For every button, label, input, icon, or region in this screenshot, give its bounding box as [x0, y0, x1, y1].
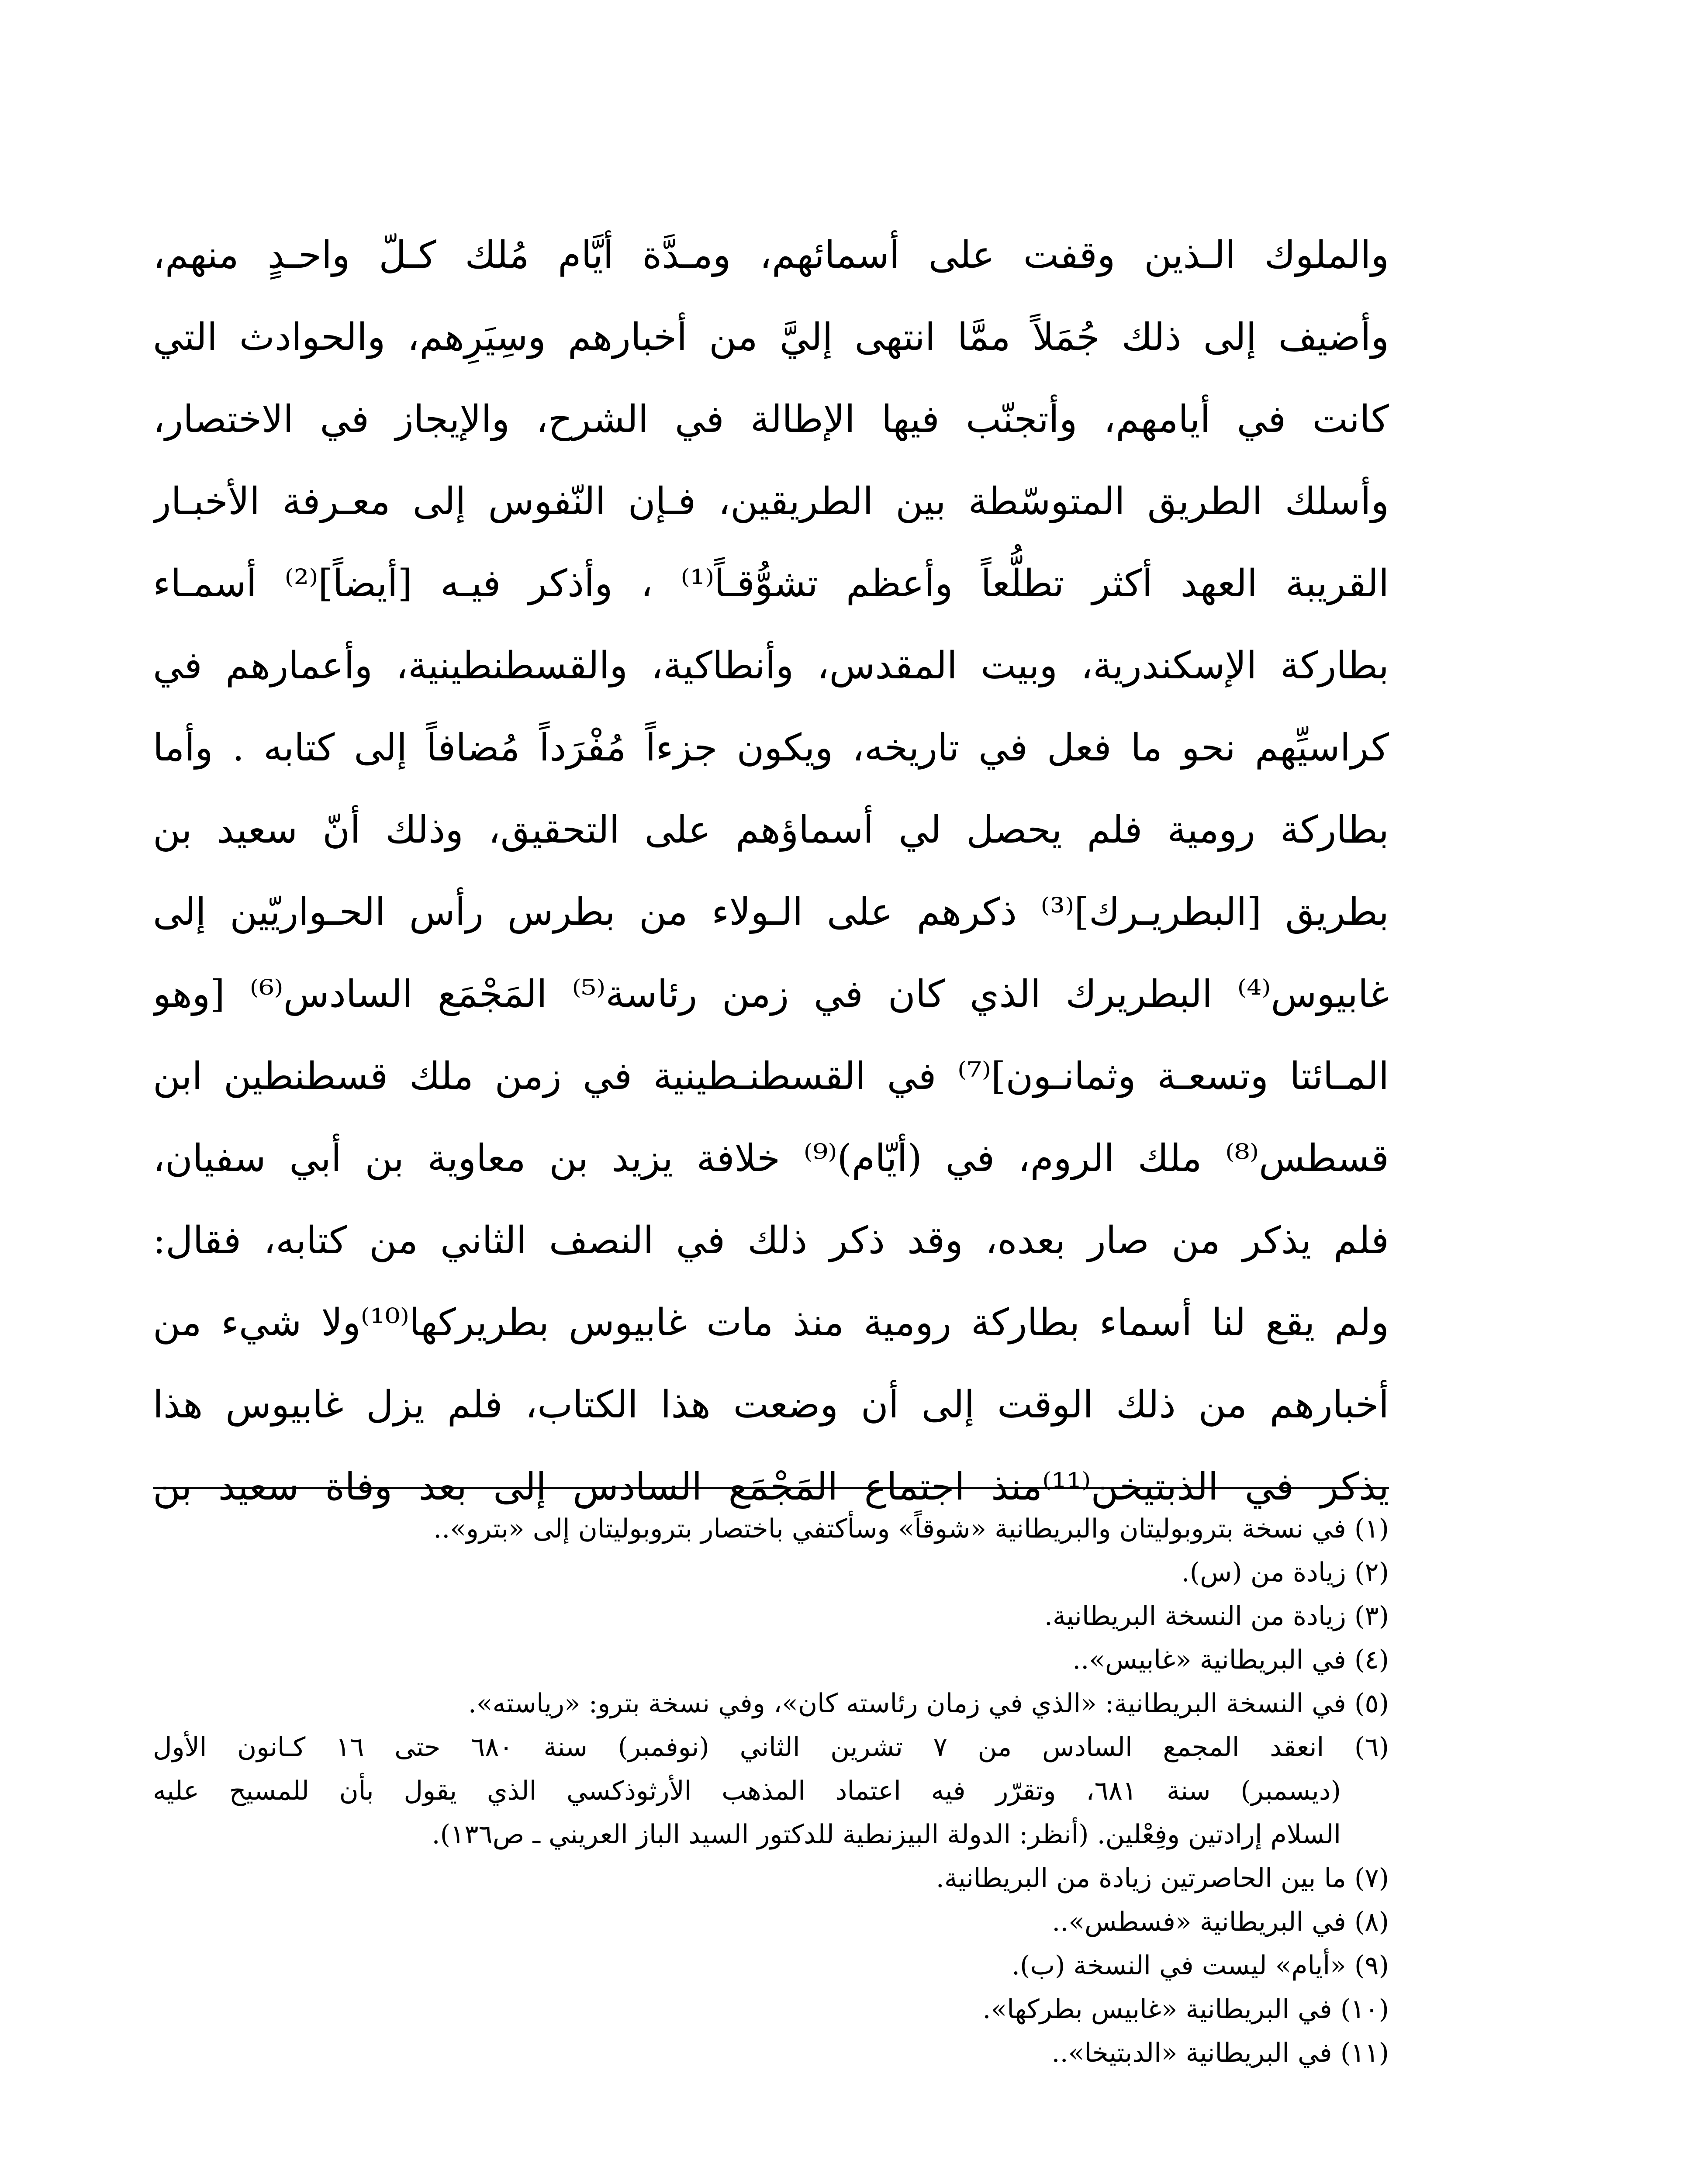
- body-line: كراسيِّهم نحو ما فعل في تاريخه، ويكون جزءاً مُفْرَداً مُضافاً إلى كتابه . وأما: [153, 726, 1389, 770]
- body-line: فلم يذكر من صار بعده، وقد ذكر ذلك في النصف الثاني من كتابه، فقال:: [153, 1219, 1389, 1262]
- body-line: يذكر في الذبتيخن⁽¹¹⁾منذ اجتماع المَجْمَع السادس إلى بعد وفاة سعيد بن: [153, 1465, 1389, 1509]
- footnote-11: (١١) في البريطانية «الدبتيخا»..: [1051, 2038, 1389, 2068]
- body-line: ولم يقع لنا أسماء بطاركة رومية منذ مات غابيوس بطريركها⁽¹⁰⁾ولا شيء من: [153, 1301, 1389, 1344]
- footnote-4: (٤) في البريطانية «غابيس»..: [1072, 1645, 1389, 1675]
- body-line: والملوك الـذين وقفت على أسمائهم، ومـدَّة أيَّام مُلك كـلّ واحـدٍ منهم،: [153, 233, 1389, 277]
- body-line: بطريق [البطريـرك]⁽³⁾ ذكرهم على الـولاء من بطرس رأس الحـواريّين إلى: [153, 890, 1389, 934]
- footnote-6: (٦) انعقد المجمع السادس من ٧ تشرين الثاني (نوفمبر) سنة ٦٨٠ حتى ١٦ كـانون الأول: [153, 1732, 1389, 1762]
- body-line: بطاركة رومية فلم يحصل لي أسماؤهم على التحقيق، وذلك أنّ سعيد بن: [153, 808, 1389, 852]
- body-line: أخبارهم من ذلك الوقت إلى أن وضعت هذا الكتاب، فلم يزل غابيوس هذا: [153, 1383, 1389, 1427]
- footnote-10: (١٠) في البريطانية «غابيس بطركها».: [982, 1994, 1389, 2025]
- body-text: [153, 214, 1389, 1528]
- footnotes: [153, 1507, 1389, 2075]
- footnote-9: (٩) «أيام» ليست في النسخة (ب).: [1011, 1950, 1389, 1981]
- footnote-5: (٥) في النسخة البريطانية: «الذي في زمان رئاسته كان»، وفي نسخة بترو: «رياسته».: [468, 1688, 1389, 1719]
- footnote-8: (٨) في البريطانية «فسطس»..: [1052, 1907, 1389, 1937]
- body-line: القريبة العهد أكثر تطلُّعاً وأعظم تشوُّقـاً⁽¹⁾ ، وأذكر فيـه [أيضاً]⁽²⁾ أسمـاء: [153, 562, 1389, 605]
- footnote-6-continued: السلام إرادتين وفِعْلين. (أنظر: الدولة البيزنطية للدكتور السيد الباز العريني ـ ص١٣٦).: [432, 1819, 1341, 1850]
- body-line: قسطس⁽⁸⁾ ملك الروم، في (أيّام)⁽⁹⁾ خلافة يزيد بن معاوية بن أبي سفيان،: [153, 1137, 1389, 1180]
- body-line: كانت في أيامهم، وأتجنّب فيها الإطالة في الشرح، والإيجاز في الاختصار،: [153, 397, 1389, 441]
- footnote-2: (٢) زيادة من (س).: [1181, 1557, 1389, 1588]
- body-line: وأسلك الطريق المتوسّطة بين الطريقين، فـإن النّفوس إلى معـرفة الأخبـار: [153, 480, 1389, 523]
- footnote-6-continued: (ديسمبر) سنة ٦٨١، وتقرّر فيه اعتماد المذهب الأرثوذكسي الذي يقول بأن للمسيح عليه: [153, 1776, 1341, 1806]
- body-line: غابيوس⁽⁴⁾ البطريرك الذي كان في زمن رئاسة⁽⁵⁾ المَجْمَع السادس⁽⁶⁾ [وهو: [153, 972, 1389, 1016]
- footnote-1: (١) في نسخة بتروبوليتان والبريطانية «شوقاً» وسأكتفي باختصار بتروبوليتان إلى «بترو»..: [433, 1514, 1389, 1544]
- footnote-3: (٣) زيادة من النسخة البريطانية.: [1044, 1601, 1389, 1631]
- footnote-7: (٧) ما بين الحاصرتين زيادة من البريطانية.: [936, 1863, 1389, 1894]
- footnote-divider: [153, 1487, 1389, 1489]
- body-line: وأضيف إلى ذلك جُمَلاً ممَّا انتهى إليَّ من أخبارهم وسِيَرِهم، والحوادث التي: [153, 315, 1389, 359]
- body-line: المـائتا وتسعـة وثمانـون]⁽⁷⁾ في القسطنـطينية في زمن ملك قسطنطين ابن: [153, 1054, 1389, 1098]
- body-line: بطاركة الإسكندرية، وبيت المقدس، وأنطاكية، والقسطنطينية، وأعمارهم في: [153, 644, 1389, 688]
